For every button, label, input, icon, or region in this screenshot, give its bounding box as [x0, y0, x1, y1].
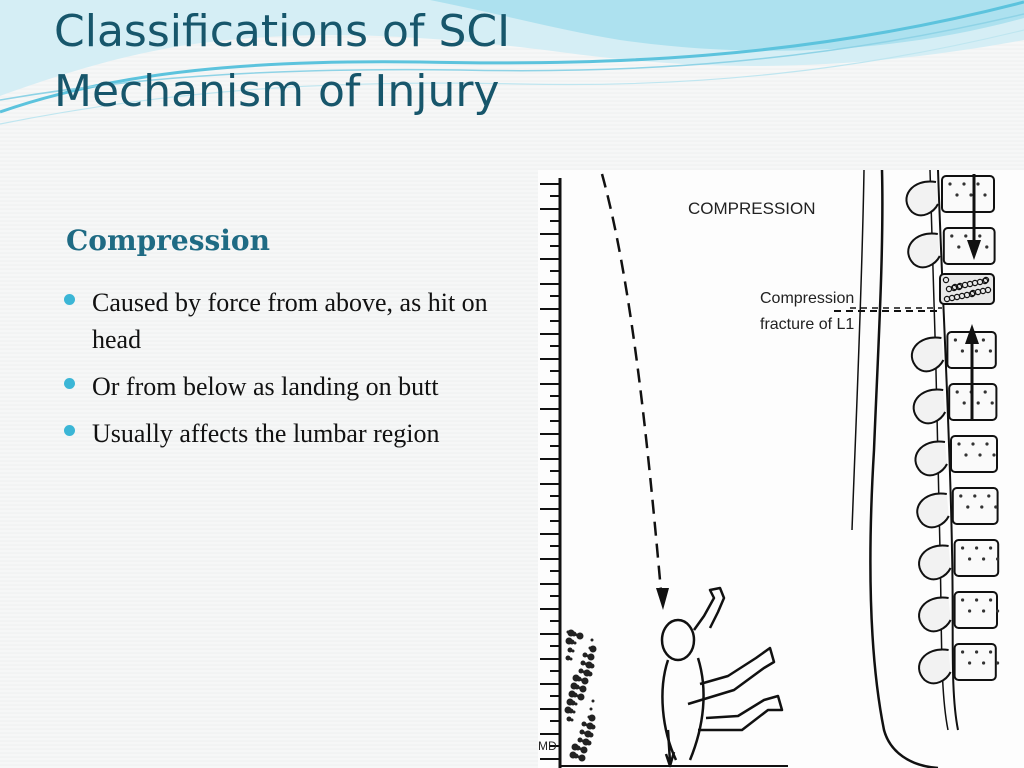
fracture-label-line-2: fracture of L1	[760, 316, 855, 333]
bullet-list	[62, 284, 502, 462]
bullet-dot-icon	[64, 378, 75, 389]
bullet-dot-icon	[64, 425, 75, 436]
title-line-1: Classifications of SCI	[54, 6, 511, 57]
bullet-dot-icon	[64, 294, 75, 305]
bullet-item	[62, 284, 502, 358]
bullet-item	[62, 368, 502, 405]
fracture-label-line-1: Compression	[760, 290, 855, 307]
illustration-drawing	[538, 170, 1024, 768]
bullet-text: Caused by force from above, as hit on head	[92, 288, 488, 354]
slide-title	[54, 2, 510, 122]
falling-person	[662, 588, 782, 766]
spinal-column	[906, 170, 999, 730]
bullet-item	[62, 415, 502, 452]
figure-heading: COMPRESSION	[688, 199, 816, 218]
corner-mark: MD	[538, 739, 557, 753]
fall-trajectory-arrow	[602, 174, 662, 602]
title-line-2: Mechanism of Injury	[54, 66, 500, 117]
subheading: Compression	[66, 224, 270, 257]
ground-debris	[565, 630, 597, 762]
bullet-text: Usually affects the lumbar region	[92, 419, 440, 448]
compression-illustration	[538, 170, 1024, 768]
height-scale	[540, 178, 560, 768]
bullet-text: Or from below as landing on butt	[92, 372, 439, 401]
